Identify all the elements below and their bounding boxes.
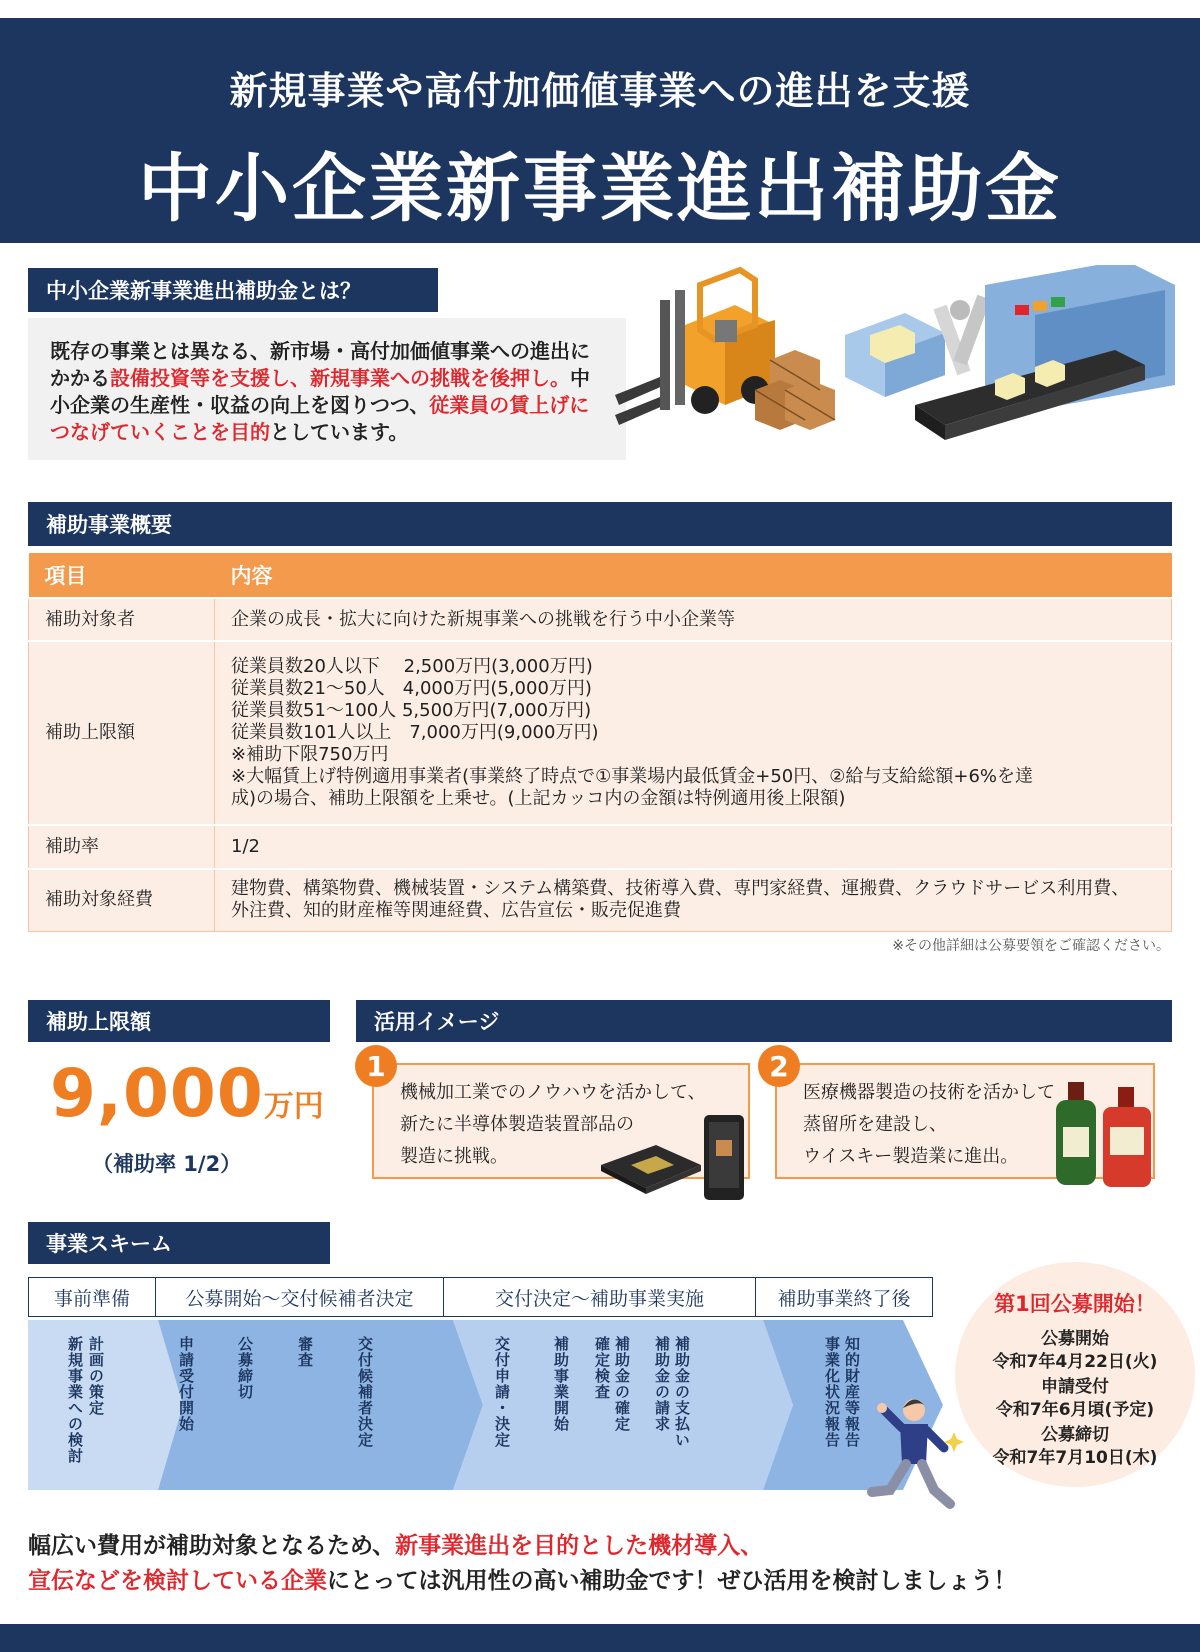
row-key: 補助率 xyxy=(29,825,215,869)
forklift-icon xyxy=(615,270,775,425)
scheme-step: 計画の策定 xyxy=(87,1336,105,1416)
footer-bar xyxy=(0,1624,1200,1652)
header-banner xyxy=(0,18,1200,243)
scheme-step: 新規事業への検討 xyxy=(66,1336,84,1464)
row-value-line: ※補助下限750万円 xyxy=(231,744,389,765)
launch-line: 申請受付 xyxy=(1041,1377,1109,1397)
column-header-content: 内容 xyxy=(215,553,1172,598)
intro-text-part: としています。 xyxy=(270,420,409,444)
phase-label: 補助事業終了後 xyxy=(755,1277,933,1317)
scheme-step: 公募締切 xyxy=(236,1336,254,1400)
case-number-badge: 1 xyxy=(355,1045,397,1087)
scheme-step: 申請受付開始 xyxy=(177,1336,195,1432)
limit-amount xyxy=(50,1055,324,1132)
outline-heading-text: 補助事業概要 xyxy=(46,513,172,537)
limit-amount-unit: 万円 xyxy=(263,1089,324,1124)
outline-note: ※その他詳細は公募要領をご確認ください。 xyxy=(892,938,1170,954)
intro-text-highlight: 設備投資等を支援し、新規事業への挑戦を後押し。 xyxy=(110,366,570,390)
case-line: 製造に挑戦。 xyxy=(400,1146,508,1167)
intro-text-part: 既存の事業とは異なる、新市場・高付加価値事業への進出にかかる xyxy=(50,339,590,390)
launch-line: 令和7年6月頃(予定) xyxy=(995,1400,1155,1420)
limit-amount-number: 9,000 xyxy=(50,1055,264,1132)
closing-text: 幅広い費用が補助対象となるため、 xyxy=(28,1533,396,1559)
closing-text-highlight: 新事業進出を目的とした機材導入、 xyxy=(395,1533,764,1559)
row-value xyxy=(215,598,1172,641)
semiconductor-chip-icon xyxy=(596,1110,756,1210)
row-key: 補助対象経費 xyxy=(29,869,215,931)
phase-label: 事前準備 xyxy=(28,1277,156,1317)
closing-line-1 xyxy=(28,1527,763,1560)
row-value-line: ※大幅賃上げ特例適用事業者(事業終了時点で①事業場内最低賃金+50円、②給与支給総額+6%を達 xyxy=(231,766,1033,787)
row-value-line: 従業員数20人以下 2,500万円(3,000万円) xyxy=(231,656,593,677)
scheme-step: 補助事業開始 xyxy=(552,1336,570,1432)
row-value-line: 成)の場合、補助上限額を上乗せ。(上記カッコ内の金額は特例適用後上限額) xyxy=(231,788,846,809)
launch-line: 令和7年7月10日(木) xyxy=(992,1448,1158,1468)
case-line: 機械加工業でのノウハウを活かして、 xyxy=(400,1082,706,1103)
usage-heading-text: 活用イメージ xyxy=(374,1010,500,1034)
launch-line: 令和7年4月22日(火) xyxy=(992,1352,1158,1372)
outline-table xyxy=(28,553,1172,932)
scheme-heading-text: 事業スキーム xyxy=(46,1232,172,1256)
column-header-item: 項目 xyxy=(29,553,215,598)
row-value-line: 建物費、構築物費、機械装置・システム構築費、技術導入費、専門家経費、運搬費、クラウドサービス利用費、 xyxy=(231,878,1130,900)
closing-text: にとっては汎用性の高い補助金です！ぜひ活用を検討しましょう！ xyxy=(327,1568,1017,1594)
row-value-line: 外注費、知的財産権等関連経費、広告宣伝・販売促進費 xyxy=(231,900,681,922)
intro-text-part: 中小企業の生産性・収益の向上を図りつつ、 xyxy=(50,366,590,417)
machine-icon xyxy=(845,313,945,397)
row-value xyxy=(215,825,1172,869)
row-value-line: 企業の成長・拡大に向けた新規事業への挑戦を行う中小企業等 xyxy=(231,608,735,630)
table-header-row xyxy=(29,553,1172,598)
case-line: 新たに半導体製造装置部品の xyxy=(400,1114,634,1135)
phase-label: 公募開始～交付候補者決定 xyxy=(155,1277,444,1317)
row-key: 補助対象者 xyxy=(29,598,215,641)
intro-text xyxy=(28,318,626,460)
scheme-step: 事業化状況報告 xyxy=(823,1336,841,1448)
scheme-step: 審査 xyxy=(296,1336,314,1368)
row-value-line: 従業員数51～100人 5,500万円(7,000万円) xyxy=(231,700,592,721)
table-row xyxy=(29,825,1172,869)
case-line: 蒸留所を建設し、 xyxy=(803,1114,947,1135)
table-row xyxy=(29,869,1172,931)
scheme-step: 補助金の確定 xyxy=(613,1336,631,1432)
case-number-badge: 2 xyxy=(758,1045,800,1087)
factory-illustration xyxy=(605,265,1185,475)
scheme-step: 交付候補者決定 xyxy=(356,1336,374,1448)
limit-rate: （補助率 1/2） xyxy=(92,1152,242,1176)
intro-heading-text: 中小企業新事業進出補助金とは？ xyxy=(46,279,361,303)
phase-label: 交付決定～補助事業実施 xyxy=(443,1277,756,1317)
closing-line-2 xyxy=(28,1562,1017,1595)
limit-heading xyxy=(28,1000,330,1042)
table-row xyxy=(29,598,1172,641)
row-key: 補助上限額 xyxy=(29,641,215,825)
whisky-bottles-icon xyxy=(1048,1082,1163,1192)
usage-heading xyxy=(356,1000,1172,1042)
row-value-line: 1/2 xyxy=(231,836,260,857)
launch-line: 公募締切 xyxy=(1041,1425,1109,1445)
launch-title: 第1回公募開始！ xyxy=(994,1292,1156,1316)
case-line: ウイスキー製造業に進出。 xyxy=(803,1146,1019,1167)
launch-line: 公募開始 xyxy=(1041,1329,1109,1349)
scheme-step: 補助金の請求 xyxy=(653,1336,671,1432)
row-value-line: 従業員数101人以上 7,000万円(9,000万円) xyxy=(231,722,599,743)
scheme-step: 確定検査 xyxy=(593,1336,611,1400)
outline-heading xyxy=(28,502,1172,546)
table-row xyxy=(29,641,1172,825)
intro-text-highlight: 従業員の賃上げにつなげていくことを目的 xyxy=(50,393,590,444)
scheme-flow-arrows xyxy=(28,1320,948,1490)
scheme-step: 知的財産等報告 xyxy=(843,1336,861,1448)
header-subtitle: 新規事業や高付加価値事業への進出を支援 xyxy=(229,69,971,113)
scheme-heading xyxy=(28,1222,330,1264)
header-title: 中小企業新事業進出補助金 xyxy=(138,146,1062,232)
scheme-step: 補助金の支払い xyxy=(673,1336,691,1448)
closing-text-highlight: 宣伝などを検討している企業 xyxy=(28,1568,327,1594)
case-line: 医療機器製造の技術を活かして xyxy=(803,1082,1055,1103)
scheme-step: 交付申請・決定 xyxy=(493,1336,511,1448)
limit-heading-text: 補助上限額 xyxy=(46,1010,151,1034)
row-value-line: 従業員数21～50人 4,000万円(5,000万円) xyxy=(231,678,592,699)
intro-heading xyxy=(28,268,438,312)
row-value xyxy=(215,869,1172,931)
row-value xyxy=(215,641,1172,825)
